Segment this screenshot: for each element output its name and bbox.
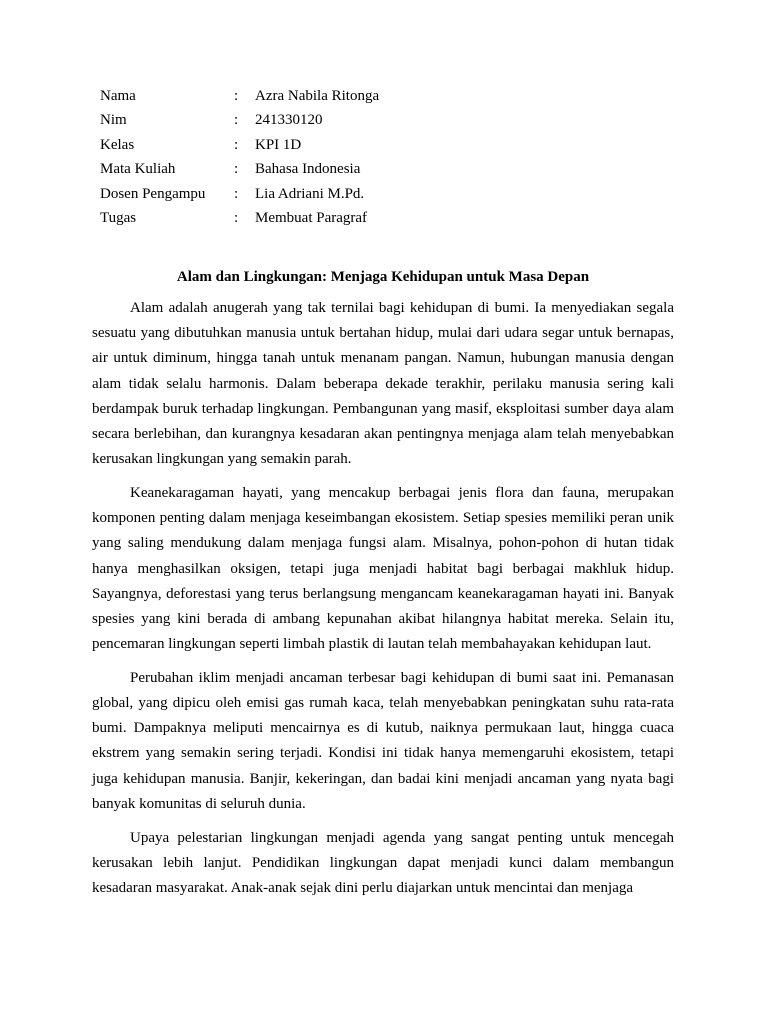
- info-value: KPI 1D: [255, 136, 302, 153]
- info-row-kelas: [100, 133, 379, 157]
- info-separator: :: [234, 112, 239, 129]
- paragraph: Alam adalah anugerah yang tak ternilai bagi kehidupan di bumi. Ia menyediakan segala sesuatu yang dibutuhkan manusia untuk bertahan hidup, mulai dari udara segar untuk bernapas, air untuk diminum, hingga tanah untuk menanam pangan. Namun, hubungan manusia dengan alam tidak selalu harmonis. Dalam beberapa dekade terakhir, perilaku manusia sering kali berdampak buruk terhadap lingkungan. Pembangunan yang masif, eksploitasi sumber daya alam secara berlebihan, dan kurangnya kesadaran akan pentingnya menjaga alam telah menyebabkan kerusakan lingkungan yang semakin parah.: [92, 300, 674, 468]
- paragraph: Upaya pelestarian lingkungan menjadi agenda yang sangat penting untuk mencegah kerusakan lebih lanjut. Pendidikan lingkungan dapat menjadi kunci dalam membangun kesadaran masyarakat. Anak-anak sejak dini perlu diajarkan untuk mencintai dan menjaga: [92, 829, 674, 896]
- info-separator: :: [234, 210, 239, 227]
- info-value: Membuat Paragraf: [255, 210, 368, 227]
- info-value: Lia Adriani M.Pd.: [255, 185, 365, 202]
- info-row-nama: [100, 84, 379, 108]
- info-row-dosen-pengampu: [100, 182, 379, 206]
- info-label: Kelas: [100, 136, 135, 153]
- info-label: Mata Kuliah: [100, 161, 176, 178]
- paragraph: Perubahan iklim menjadi ancaman terbesar bagi kehidupan di bumi saat ini. Pemanasan global, yang dipicu oleh emisi gas rumah kaca, telah menyebabkan peningkatan suhu rata-rata bumi. Dampaknya meliputi mencairnya es di kutub, naiknya permukaan laut, hingga cuaca ekstrem yang semakin sering terjadi. Kondisi ini tidak hanya memengaruhi ekosistem, tetapi juga kehidupan manusia. Banjir, kekeringan, dan badai kini menjadi ancaman yang nyata bagi banyak komunitas di seluruh dunia.: [92, 669, 674, 812]
- student-info-table: [100, 84, 379, 230]
- info-row-nim: [100, 108, 379, 132]
- info-label: Dosen Pengampu: [100, 185, 206, 202]
- info-label: Tugas: [100, 210, 137, 227]
- info-label: Nim: [100, 112, 127, 129]
- document-title: Alam dan Lingkungan: Menjaga Kehidupan untuk Masa Depan: [176, 269, 590, 285]
- info-separator: :: [234, 136, 239, 153]
- info-value: Azra Nabila Ritonga: [255, 88, 380, 104]
- info-separator: :: [234, 88, 239, 104]
- info-value: Bahasa Indonesia: [255, 161, 361, 178]
- info-separator: :: [234, 185, 239, 202]
- document-body: [92, 296, 674, 910]
- paragraph: Keanekaragaman hayati, yang mencakup berbagai jenis flora dan fauna, merupakan komponen penting dalam menjaga keseimbangan ekosistem. Setiap spesies memiliki peran unik yang saling mendukung dalam menjaga fungsi alam. Misalnya, pohon-pohon di hutan tidak hanya menghasilkan oksigen, tetapi juga menjadi habitat bagi berbagai makhluk hidup. Sayangnya, deforestasi yang terus berlangsung mengancam keanekaragaman hayati ini. Banyak spesies yang kini berada di ambang kepunahan akibat hilangnya habitat mereka. Selain itu, pencemaran lingkungan seperti limbah plastik di lautan telah membahayakan kehidupan laut.: [92, 484, 674, 653]
- info-row-tugas: [100, 206, 379, 230]
- info-value: 241330120: [255, 112, 323, 129]
- info-separator: :: [234, 161, 239, 178]
- info-label: Nama: [100, 88, 136, 104]
- info-row-mata-kuliah: [100, 157, 379, 181]
